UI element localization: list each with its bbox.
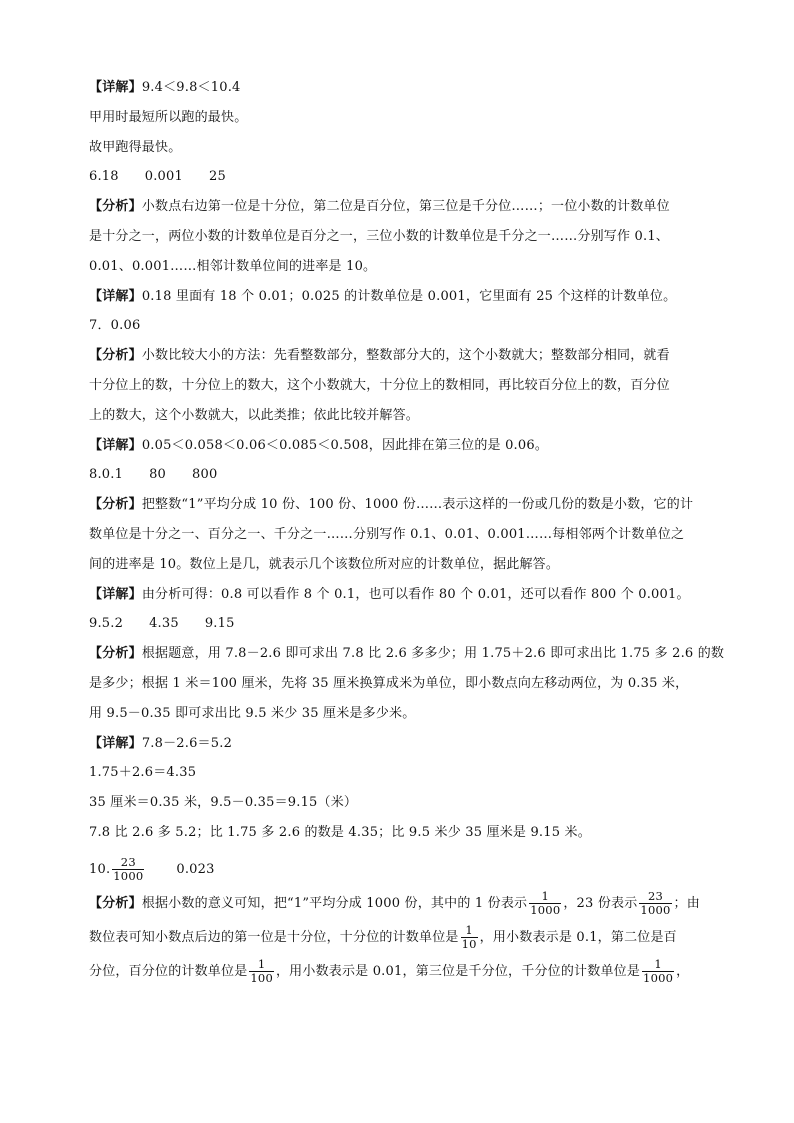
answer-line bbox=[89, 465, 715, 485]
text-line bbox=[89, 138, 715, 158]
text-line bbox=[89, 525, 715, 545]
text-line bbox=[89, 734, 715, 754]
line-text: 用 9.5－0.35 即可求出比 9.5 米少 35 厘米是多少米。 bbox=[89, 705, 416, 721]
section-tag: 【详解】 bbox=[89, 80, 142, 95]
line-text: 间的进率是 10。数位上是几，就表示几个该数位所对应的计数单位，据此解答。 bbox=[89, 556, 560, 572]
line-text: 甲用时最短所以跑的最快。 bbox=[89, 109, 248, 125]
line-text: 是十分之一，两位小数的计数单位是百分之一，三位小数的计数单位是千分之一……分别写作 0.1、 bbox=[89, 228, 670, 244]
line-text: ，用小数表示是 0.01，第三位是千分位，千分位的计数单位是 bbox=[275, 963, 641, 979]
text-line bbox=[89, 555, 715, 575]
section-tag: 【分析】 bbox=[89, 497, 142, 513]
answer-value: 0.023 bbox=[176, 861, 215, 877]
answer-value: 800 bbox=[192, 467, 218, 483]
section-tag: 【详解】 bbox=[89, 437, 142, 453]
fraction bbox=[639, 890, 671, 917]
line-text: 1.75＋2.6＝4.35 bbox=[89, 765, 197, 781]
text-line bbox=[89, 287, 715, 307]
section-tag: 【详解】 bbox=[89, 586, 142, 602]
analysis-line bbox=[89, 921, 715, 955]
answer-value: 8.0.1 bbox=[89, 467, 124, 483]
fraction-numerator: 1 bbox=[654, 956, 662, 971]
text-line bbox=[89, 346, 715, 366]
line-text: ， bbox=[676, 963, 690, 979]
text-line bbox=[89, 644, 725, 664]
answer-line bbox=[89, 614, 715, 634]
fraction bbox=[112, 856, 144, 883]
section-tag: 【分析】 bbox=[89, 895, 142, 911]
line-text: 十分位上的数，十分位上的数大，这个小数就大，十分位上的数相同，再比较百分位上的数，百分位 bbox=[89, 377, 670, 393]
line-text: 故甲跑得最快。 bbox=[89, 139, 182, 155]
answer-value: 4.35 bbox=[149, 616, 179, 632]
text-line bbox=[89, 376, 715, 396]
text-line bbox=[89, 674, 715, 694]
line-text: 7.8 比 2.6 多 5.2；比 1.75 多 2.6 的数是 4.35；比 9.5 米少 35 厘米是 9.15 米。 bbox=[89, 824, 591, 840]
answer-value: 80 bbox=[149, 467, 167, 483]
text-line bbox=[89, 316, 715, 336]
line-text: 小数点右边第一位是十分位，第二位是百分位，第三位是千分位……；一位小数的计数单位 bbox=[141, 199, 670, 215]
line-text: 9.4＜9.8＜10.4 bbox=[141, 80, 241, 95]
text-line bbox=[89, 495, 715, 515]
fraction-denominator: 1000 bbox=[640, 902, 671, 917]
line-text: ，23 份表示 bbox=[563, 895, 638, 911]
text-line bbox=[89, 197, 715, 217]
answer-line-q10 bbox=[89, 853, 715, 887]
text-line bbox=[89, 763, 715, 783]
analysis-line bbox=[89, 955, 715, 989]
question-number: 10. bbox=[89, 861, 111, 877]
fraction-denominator: 1000 bbox=[643, 970, 674, 985]
answer-line bbox=[89, 167, 715, 187]
answer-value: 25 bbox=[208, 169, 226, 185]
fraction-numerator: 1 bbox=[465, 922, 473, 937]
text-line bbox=[89, 227, 715, 247]
fraction bbox=[249, 958, 274, 985]
fraction-numerator: 23 bbox=[647, 888, 663, 903]
fraction-denominator: 1000 bbox=[113, 868, 144, 883]
line-text: 0.05＜0.058＜0.06＜0.085＜0.508，因此排在第三位的是 0.06。 bbox=[141, 437, 549, 453]
line-text: 0.01、0.001……相邻计数单位间的进率是 10。 bbox=[89, 258, 377, 274]
text-line bbox=[89, 704, 715, 724]
text-line bbox=[89, 78, 715, 98]
line-text: 35 厘米＝0.35 米，9.5－0.35＝9.15（米） bbox=[89, 795, 358, 811]
line-text: 根据题意，用 7.8－2.6 即可求出 7.8 比 2.6 多多少；用 1.75＋2.6 即可求出比 1.75 多 2.6 的数 bbox=[141, 646, 725, 662]
line-text: ；由 bbox=[673, 895, 700, 911]
section-tag: 【详解】 bbox=[89, 735, 142, 751]
text-line bbox=[89, 585, 715, 605]
line-text: 7．0.06 bbox=[89, 318, 141, 334]
text-line bbox=[89, 793, 715, 813]
fraction-denominator: 10 bbox=[461, 936, 477, 951]
analysis-line bbox=[89, 887, 715, 921]
fraction bbox=[461, 924, 478, 951]
line-text: 是多少；根据 1 米＝100 厘米，先将 35 厘米换算成米为单位，即小数点向左移动两位，为 0.35 米， bbox=[89, 675, 689, 691]
answer-value: 9.5.2 bbox=[89, 616, 124, 632]
text-line bbox=[89, 823, 715, 843]
line-text: 小数比较大小的方法：先看整数部分，整数部分大的，这个小数就大；整数部分相同，就看 bbox=[141, 348, 670, 364]
fraction-numerator: 1 bbox=[541, 888, 550, 903]
fraction-denominator: 100 bbox=[250, 970, 273, 985]
line-text: ，用小数表示是 0.1，第二位是百 bbox=[479, 929, 677, 945]
line-text: 分位，百分位的计数单位是 bbox=[89, 963, 248, 979]
section-tag: 【分析】 bbox=[89, 199, 142, 215]
section-tag: 【详解】 bbox=[89, 288, 142, 304]
line-text: 数位表可知小数点后边的第一位是十分位，十分位的计数单位是 bbox=[89, 929, 459, 945]
text-line bbox=[89, 436, 715, 456]
section-tag: 【分析】 bbox=[89, 348, 142, 364]
answer-value: 6.18 bbox=[89, 169, 119, 185]
fraction bbox=[529, 890, 561, 917]
line-text: 上的数大，这个小数就大，以此类推；依此比较并解答。 bbox=[89, 407, 420, 423]
line-text: 由分析可得：0.8 可以看作 8 个 0.1，也可以看作 80 个 0.01，还可以看作 800 个 0.001。 bbox=[141, 586, 690, 602]
fraction-denominator: 1000 bbox=[530, 902, 561, 917]
fraction-numerator: 23 bbox=[120, 854, 136, 869]
page-content bbox=[89, 78, 725, 989]
text-line bbox=[89, 257, 715, 277]
line-text: 根据小数的意义可知，把“1”平均分成 1000 份，其中的 1 份表示 bbox=[141, 895, 528, 911]
text-line bbox=[89, 108, 715, 128]
line-text: 7.8－2.6＝5.2 bbox=[141, 735, 233, 751]
fraction-numerator: 1 bbox=[257, 956, 266, 971]
answer-value: 0.001 bbox=[144, 169, 183, 185]
line-text: 数单位是十分之一、百分之一、千分之一……分别写作 0.1、0.01、0.001……每相邻两个计数单位之 bbox=[89, 526, 685, 542]
answer-value: 9.15 bbox=[204, 616, 235, 632]
line-text: 0.18 里面有 18 个 0.01；0.025 的计数单位是 0.001，它里面有 25 个这样的计数单位。 bbox=[141, 288, 677, 304]
fraction bbox=[642, 958, 674, 985]
section-tag: 【分析】 bbox=[89, 646, 142, 662]
line-text: 把整数“1”平均分成 10 份、100 份、1000 份……表示这样的一份或几份的数是小数，它的计 bbox=[141, 497, 694, 513]
text-line bbox=[89, 406, 715, 426]
